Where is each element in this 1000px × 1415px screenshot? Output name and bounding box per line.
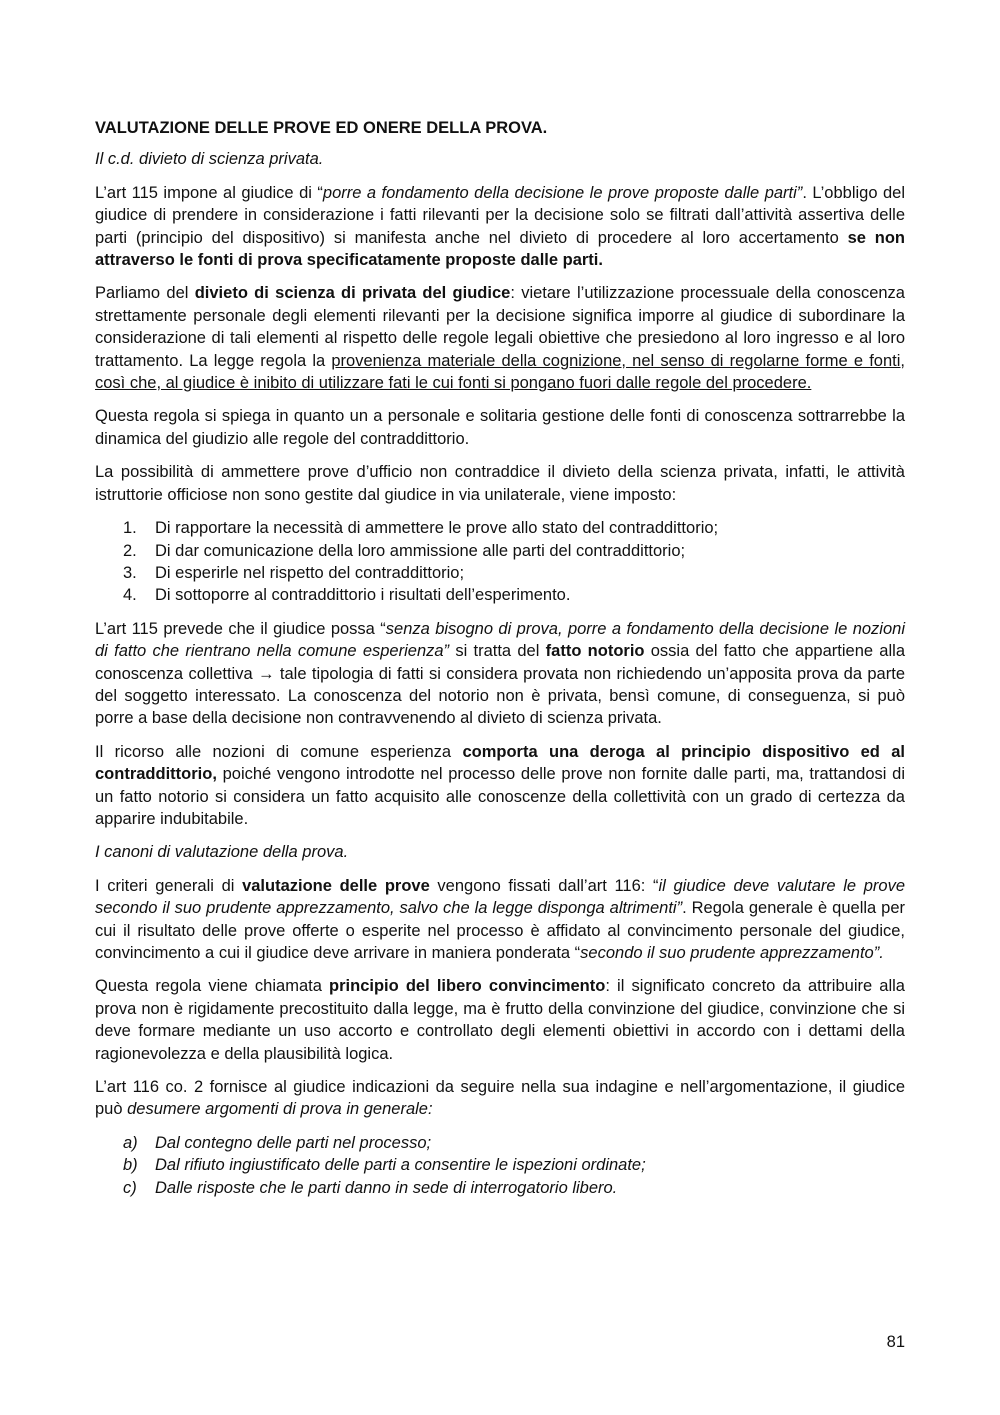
paragraph-regola: Questa regola si spiega in quanto un a personale e solitaria gestione delle fonti di conoscenza sottrarrebbe la dinamica del giudizio alle regole del contraddittorio. [95,407,905,448]
paragraph-libero-convincimento [95,975,905,1065]
paragraph-fatto-notorio [95,618,905,730]
bold-emphasis: se non attraverso le fonti di prova specificatamente proposte dalle parti. [95,228,905,270]
list-item [95,1154,905,1176]
text-run: Questa regola viene chiamata [95,977,330,996]
list-item [95,1177,905,1199]
list-letter: c) [123,1178,137,1197]
text-run: . Regola generale è quella per cui il risultato delle prove offerte o esperite nel processo è affidato al convincimento personale del giudice, convincimento a cui il giudice deve arrivare in maniera ponderata “ [95,899,906,962]
list-item-text: Di sottoporre al contraddittorio i risultati dell’esperimento. [155,586,571,605]
list-item-text: Di dar comunicazione della loro ammissione alle parti del contraddittorio; [155,541,686,560]
italic-text: desumere argomenti di prova in generale: [127,1100,433,1119]
document-title: VALUTAZIONE DELLE PROVE ED ONERE DELLA PROVA. [95,119,548,137]
bold-emphasis: valutazione delle prove [242,876,430,895]
text-run: Parliamo del [95,284,195,303]
paragraph-art-115 [95,182,905,272]
italic-quote: il giudice deve valutare le prove secondo il suo prudente apprezzamento, salvo che la legge disponga altrimenti” [95,876,905,918]
document-page [95,117,905,1210]
paragraph-art-116-co2 [95,1076,905,1121]
list-item [95,517,905,539]
text-run: Il ricorso alle nozioni di comune esperienza [95,742,463,761]
list-item [95,540,905,562]
bold-emphasis: fatto notorio [545,642,645,661]
text-run: poiché vengono introdotte nel processo delle prove non fornite dalle parti, ma, trattandosi di un fatto notorio si considera un fatto acquisito alle conoscenze della collettività con un grado di certezza da apparire indubitabile. [95,765,905,828]
bold-emphasis: comporta una deroga al principio dispositivo ed al contraddittorio, [95,742,905,784]
list-letter: b) [123,1156,138,1175]
list-item [95,562,905,584]
list-item-text: Dalle risposte che le parti danno in sede di interrogatorio libero. [155,1178,618,1197]
list-item-text: Di esperirle nel rispetto del contraddittorio; [155,563,465,582]
text-run: si tratta del [449,642,546,661]
list-number: 1. [123,519,137,538]
text-run: L’art 116 co. 2 fornisce al giudice indicazioni da seguire nella sua indagine e nell’argomentazione, il giudice può [95,1078,905,1119]
italic-quote: porre a fondamento della decisione le prove proposte dalle parti” [322,183,803,202]
italic-quote: senza bisogno di prova, porre a fondamento della decisione le nozioni di fatto che rientrano nella comune esperienza” [95,619,905,661]
text-run: I criteri generali di [95,876,243,895]
list-item-text: Dal contegno delle parti nel processo; [155,1133,432,1152]
list-item-text: Dal rifiuto ingiustificato delle parti a consentire le ispezioni ordinate; [155,1156,646,1175]
list-item-text: Di rapportare la necessità di ammettere le prove allo stato del contraddittorio; [155,519,719,538]
page-number: 81 [886,1333,905,1351]
text-run: vengono fissati dall’art 116: “ [429,876,659,895]
paragraph-divieto [95,282,905,394]
numbered-list [95,517,905,607]
section-heading-canoni: I canoni di valutazione della prova. [95,843,349,862]
list-number: 3. [123,563,137,582]
text-run: : il significato concreto da attribuire alla prova non è rigidamente precostituito dalla legge, ma è frutto della convinzione del giudice, convinzione che si deve formare mediante un uso accorto e controllato degli elementi obiettivi in accordo con i dettami della ragionevolezza e della plausibilità logica. [95,977,905,1063]
paragraph-prove-ufficio: La possibilità di ammettere prove d’ufficio non contraddice il divieto della scienza privata, infatti, le attività istruttorie officiose non sono gestite dal giudice in via unilaterale, viene imposto: [95,463,905,504]
list-number: 2. [123,541,137,560]
text-run: L’art 115 prevede che il giudice possa “ [95,619,386,638]
bold-emphasis: principio del libero convincimento [329,977,606,996]
lettered-list [95,1132,905,1199]
underlined-text: provenienza materiale della cognizione, nel senso di regolarne forme e fonti, così che, al giudice è inibito di utilizzare fati le cui fonti si pongano fuori dalle regole del procedere. [95,351,905,393]
italic-quote: secondo il suo prudente apprezzamento”. [580,944,884,962]
list-item [95,1132,905,1154]
text-run: L’art 115 impone al giudice di “ [95,183,323,202]
paragraph-art-116 [95,875,905,965]
paragraph-comune-esperienza [95,741,905,831]
section-heading-scienza-privata: Il c.d. divieto di scienza privata. [95,150,324,169]
list-number: 4. [123,586,137,605]
text-run: ossia del fatto che appartiene alla conoscenza collettiva → tale tipologia di fatti si considera provata non richiedendo un’apposita prova da parte del soggetto interessato. La conoscenza del notorio non è privata, bensì comune, di conseguenza, si può porre a base della decisione non contravvenendo al divieto di scienza privata. [95,642,905,728]
list-item [95,584,905,606]
bold-emphasis: divieto di scienza di privata del giudice [194,284,511,303]
list-letter: a) [123,1133,138,1152]
text-run: . L’obbligo del giudice di prendere in considerazione i fatti rilevanti per la decisione solo se filtrati dall’attività assertiva delle parti (principio del dispositivo) si manifesta anche nel divieto di procedere al loro accertamento [95,183,905,247]
text-run: : vietare l’utilizzazione processuale della conoscenza strettamente personale degli elementi rilevanti per la decisione significa imporre al giudice di subordinare la considerazione di tali elementi al rispetto delle regole legali obiettive che presiedono al loro ingresso e al loro trattamento. La legge regola la [95,284,905,370]
